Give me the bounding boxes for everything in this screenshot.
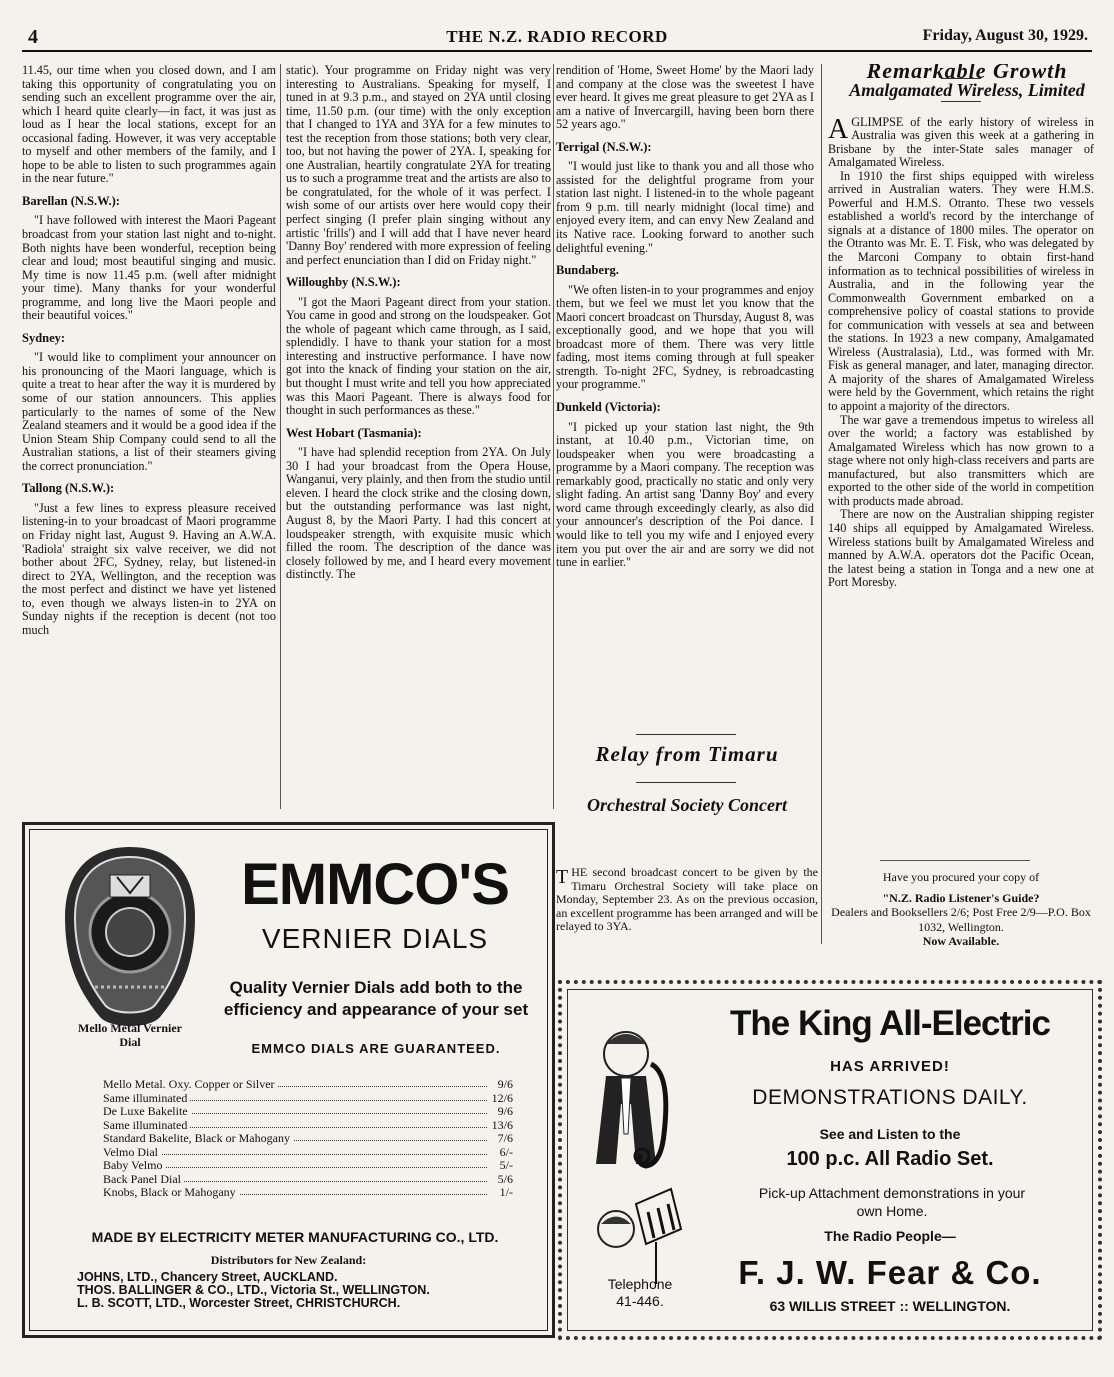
price-item: Mello Metal. Oxy. Copper or Silver: [103, 1077, 278, 1092]
price-value: 13/6: [489, 1118, 513, 1133]
price-row: [103, 1158, 513, 1171]
price-row: [103, 1145, 513, 1158]
guide-prompt: Have you procured your copy of: [882, 870, 1040, 884]
king-demonstrations: DEMONSTRATIONS DAILY.: [752, 1086, 1028, 1109]
king-firm-name: F. J. W. Fear & Co.: [738, 1254, 1042, 1291]
letter-heading-willoughby: Willoughby (N.S.W.):: [286, 275, 401, 290]
emmco-brand: EMMCO'S: [241, 852, 509, 917]
article-paragraph: In 1910 the first ships equipped with wireless arrived in Australian waters. They were H.M.S. Powerful and H.M.S. Otranto. These two vessels established a world's record by the interchange of signals at a distance of 1800 miles. The operator on the Otranto was Mr. E. T. Fisk, who was delegated by the Marconi Company to obtain first-hand information as to technical possibilities of wireless in Australia, and in the following year the Commonwealth Government embarked on a comprehensive policy of coastal stations to provide for communication with vessels at sea and between the stations. In 1923 a new company, Amalgamated Wireless (Australasia), Ltd., was formed with Mr. Fisk as general manager, and later, managing director. A majority of the shares of Amalgamated Wireless were held by the Government, which retains the right to appoint a majority of the directors.: [828, 168, 1094, 414]
letter-continuation: rendition of 'Home, Sweet Home' by the Maori lady and company at the close was the sweetest I have ever heard. It gives me great pleasure to get 2YA as I am a native of Invercargill, having been born there 52 years ago.": [556, 64, 814, 132]
king-headline: The King All-Electric: [730, 1004, 1050, 1043]
telephone-label: Telephone: [607, 1276, 673, 1292]
divider: [941, 101, 981, 102]
price-value: 5/6: [495, 1172, 513, 1187]
distributor-list: [77, 1271, 537, 1310]
distributor-item: L. B. SCOTT, LTD., Worcester Street, CHRISTCHURCH.: [77, 1296, 401, 1310]
article-text: GLIMPSE of the early history of wireless in Australia was given this week at a gathering in Brisbane by the inter-State sales manager of Amalgamated Wireless.: [828, 114, 1094, 170]
article-paragraph: There are now on the Australian shipping register 140 ships all equipped by Amalgamated Wireless. Wireless stations built by Amalgamated Wireless and manned by A.W.A. operators dot the Pacific Ocean, the latest being a station in Tonga and a new one at Port Moresby.: [828, 507, 1094, 590]
price-item: Baby Velmo: [103, 1158, 165, 1173]
article-title: Remarkable Growth: [866, 64, 1068, 83]
article-subtitle: Amalgamated Wireless, Limited: [849, 79, 1085, 100]
listener-guide-notice: [830, 870, 1092, 949]
guide-price: Dealers and Booksellers 2/6; Post Free 2/9—P.O. Box 1032, Wellington.: [831, 905, 1091, 934]
letter-sydney: "I would like to compliment your announcer on his pronouncing of the Maori language, which is quite a treat to hear after the way it is murdered by some of our station announcers. This applies particularly to the names of some of the New Zealand steamers and it would be a good idea if the Union Steam Ship Company could send to all the Australian stations, a list of their steamers giving the correct pronunciation.": [22, 350, 276, 473]
price-value: 6/-: [497, 1145, 513, 1160]
article-column-1: [22, 64, 276, 804]
relay-text: HE second broadcast concert to be given by the Timaru Orchestral Society will take place on Monday, September 23. As on the previous occasion, an excellent programme has been arranged and will be relayed to 3YA.: [556, 865, 818, 933]
price-item: Same illuminated: [103, 1091, 190, 1106]
column-rule: [553, 64, 554, 809]
letter-continuation: static). Your programme on Friday night was very interesting to Australians. Speaking for myself, I tuned in at 9.3 p.m., and stayed on 2YA until closing time, 11.50 p.m. (our time) with the only exception that I changed to 1YA and 3YA for a few minutes to test the reception from those stations; both very clear, too, but not having the power of 2YA. I, speaking for one Australian, heartily congratulate 2YA for treating us to such a programme treat and the artists are also to be congratulated, for the whole of it was perfect. I wish some of our artists over here would copy their perfect singing (I prefer plain singing without any artistic 'frills') and I will add that I have never heard 'Danny Boy' rendered with more expression of feeling and perfect enunciation than I did on Friday night.": [286, 64, 551, 267]
letter-continuation: 11.45, our time when you closed down, and I am taking this opportunity of congratulating you on sending such an excellent programme over the air, which I heard quite clearly—in fact, it was just as loud as I hear the local stations, except for an occasional fading. However, it was very acceptable to myself and other members of the family, and I hope to be able to listen to such programmes again in the near future.": [22, 64, 276, 186]
price-row: [103, 1185, 513, 1198]
emmco-product: VERNIER DIALS: [261, 923, 489, 954]
divider: [880, 860, 1030, 861]
column-rule: [821, 64, 822, 944]
price-row: [103, 1131, 513, 1144]
letter-tallong: "Just a few lines to express pleasure received listening-in to your broadcast of Maori programme on Friday night last, August 9. Having an A.W.A. 'Radiola' straight six valve receiver, we did not bother about 2FC, Sydney, relay, but listened-in direct to 2YA, Wellington, and the reception was the most perfect and distinct we have yet listened to, even though we always listen-in to 2YA on Sunday nights if the reception is decent (not too much: [22, 500, 276, 637]
price-row: [103, 1172, 513, 1185]
saxophone-player-illustration: [576, 1014, 696, 1304]
price-item: De Luxe Bakelite: [103, 1104, 191, 1119]
issue-date: Friday, August 30, 1929.: [922, 27, 1088, 44]
relay-subtitle: Orchestral Society Concert: [587, 795, 787, 815]
divider: [636, 782, 736, 783]
vernier-dial-illustration: [55, 837, 205, 1037]
relay-article-body: [556, 866, 818, 934]
letter-west-hobart: "I have had splendid reception from 2YA. On July 30 I had your broadcast from the Opera House, Wanganui, very plainly, and then from the studio until eleven. I heard the clock strike and the closing down, but the outstanding performance was last night, August 8, by the Maori Party. I had this concert at loudspeaker strength, with exquisite music which filled the room. The description of the dance was closely followed by me, and I heard every movement distinctly. The: [286, 445, 551, 582]
page-header: [22, 22, 1092, 52]
letter-heading-dunkeld: Dunkeld (Victoria):: [556, 400, 661, 415]
price-row: [103, 1104, 513, 1117]
price-value: 12/6: [489, 1091, 513, 1106]
letter-heading-terrigal: Terrigal (N.S.W.):: [556, 139, 652, 154]
divider: [636, 734, 736, 735]
letter-bundaberg: "We often listen-in to your programmes and enjoy them, but we feel we must let you know that the Maori concert broadcast on Thursday, August 8, was exceptionally good, and we hope that you will broadcast more of them. There was very little fading, most items coming through at full speaker strength. To-night 2FC, Sydney, is rebroadcasting your programme.": [556, 282, 814, 392]
distributor-item: THOS. BALLINGER & CO., LTD., Victoria St., WELLINGTON.: [77, 1283, 430, 1297]
distributor-item: JOHNS, LTD., Chancery Street, AUCKLAND.: [77, 1270, 338, 1284]
price-value: 5/-: [497, 1158, 513, 1173]
relay-article-header: [556, 742, 818, 816]
emmco-guarantee: EMMCO DIALS ARE GUARANTEED.: [251, 1041, 501, 1056]
tagline-line-1: Quality Vernier Dials add both to the: [229, 978, 523, 997]
price-item: Same illuminated: [103, 1118, 190, 1133]
letter-terrigal: "I would just like to thank you and all those who assisted for the delightful programe from your station last night. I listened-in to the whole pageant from 9 p.m. till nearly midnight (local time) and enjoyed every item, and can envy New Zealand and its Native race. Looking forward to another such delightful evening.": [556, 159, 814, 255]
article-column-3: [556, 64, 814, 744]
price-item: Knobs, Black or Mahogany: [103, 1185, 239, 1200]
king-radio-people: The Radio People—: [824, 1228, 956, 1244]
publication-title: THE N.Z. RADIO RECORD: [446, 27, 668, 46]
letter-heading-bundaberg: Bundaberg.: [556, 263, 619, 278]
telephone-block: [590, 1276, 690, 1310]
telephone-number: 41-446.: [616, 1293, 664, 1309]
letter-heading-west-hobart: West Hobart (Tasmania):: [286, 425, 422, 440]
letter-heading-sydney: Sydney:: [22, 330, 66, 345]
emmco-maker: MADE BY ELECTRICITY METER MANUFACTURING CO., LTD.: [91, 1229, 499, 1245]
price-value: 7/6: [495, 1131, 513, 1146]
price-value: 9/6: [495, 1104, 513, 1119]
article-column-4: [828, 64, 1094, 854]
king-arrived: HAS ARRIVED!: [830, 1058, 950, 1075]
page-number: 4: [28, 26, 38, 48]
tagline-line-2: efficiency and appearance of your set: [223, 1000, 529, 1019]
guide-title: "N.Z. Radio Listener's Guide?: [882, 890, 1040, 905]
article-paragraph: [828, 113, 1094, 170]
emmco-tagline: [211, 977, 541, 1021]
king-radio-set: 100 p.c. All Radio Set.: [786, 1148, 994, 1170]
king-address: 63 WILLIS STREET :: WELLINGTON.: [769, 1298, 1011, 1314]
price-value: 9/6: [495, 1077, 513, 1092]
price-row: [103, 1077, 513, 1090]
price-row: [103, 1091, 513, 1104]
price-value: 1/-: [497, 1185, 513, 1200]
letter-heading-barellan: Barellan (N.S.W.):: [22, 193, 120, 208]
king-all-electric-advertisement: [558, 980, 1102, 1340]
relay-title: Relay from Timaru: [595, 742, 779, 766]
dial-caption: Mello Metal Vernier Dial: [78, 1021, 182, 1049]
drop-cap: A: [828, 113, 849, 145]
drop-cap: T: [556, 866, 569, 888]
emmco-advertisement: [22, 822, 555, 1338]
guide-availability: Now Available.: [922, 934, 1000, 948]
king-see-listen: See and Listen to the: [819, 1126, 961, 1142]
price-row: [103, 1118, 513, 1131]
letter-barellan: "I have followed with interest the Maori Pageant broadcast from your station last night and to-night. Both nights have been wonderful, reception being clear and loud; most beautiful singing and music. My time is now 11.45 p.m. (well after midnight your time). Many thanks for your wonderful programme, and long live the Maori people and their beautiful voices.": [22, 213, 276, 323]
letter-dunkeld: "I picked up your station last night, the 9th instant, at 10.40 p.m., Victorian time, on loudspeaker when you were broadcasting a programme by a Maori company. The reception was remarkably good, practically no static and only very slight fading. An artist sang 'Danny Boy' and every word came through exceedingly clearly, as also did your announcer's description of the Poi dance. I would like to tell you my wife and I enjoyed every item you put over the air and are sorry we did not tune in earlier.": [556, 419, 814, 570]
article-paragraph: The war gave a tremendous impetus to wireless all over the world; a factory was established by Amalgamated Wireless which has now grown to a stage where not only high-class receivers and parts are manufactured, but also transmitters which are exported to the other side of the world in competition with products made abroad.: [828, 412, 1094, 508]
price-item: Back Panel Dial: [103, 1172, 184, 1187]
king-pickup: Pick-up Attachment demonstrations in your own Home.: [758, 1185, 1026, 1219]
article-column-2: [286, 64, 551, 804]
column-rule: [280, 64, 281, 809]
price-item: Standard Bakelite, Black or Mahogany: [103, 1131, 293, 1146]
distributors-label: Distributors for New Zealand:: [210, 1253, 367, 1267]
letter-willoughby: "I got the Maori Pageant direct from your station. You came in good and strong on the loudspeaker. Got the whole of pageant which came through, as I said, splendidly. I have to thank your station for a most interesting and instructive performance. I have now got into the knack of finding your station on the air, but thought I must write and tell you how appreciated was this Maori Pageant. There is always food for thought in such performances as these.": [286, 294, 551, 418]
price-item: Velmo Dial: [103, 1145, 161, 1160]
letter-heading-tallong: Tallong (N.S.W.):: [22, 481, 115, 496]
